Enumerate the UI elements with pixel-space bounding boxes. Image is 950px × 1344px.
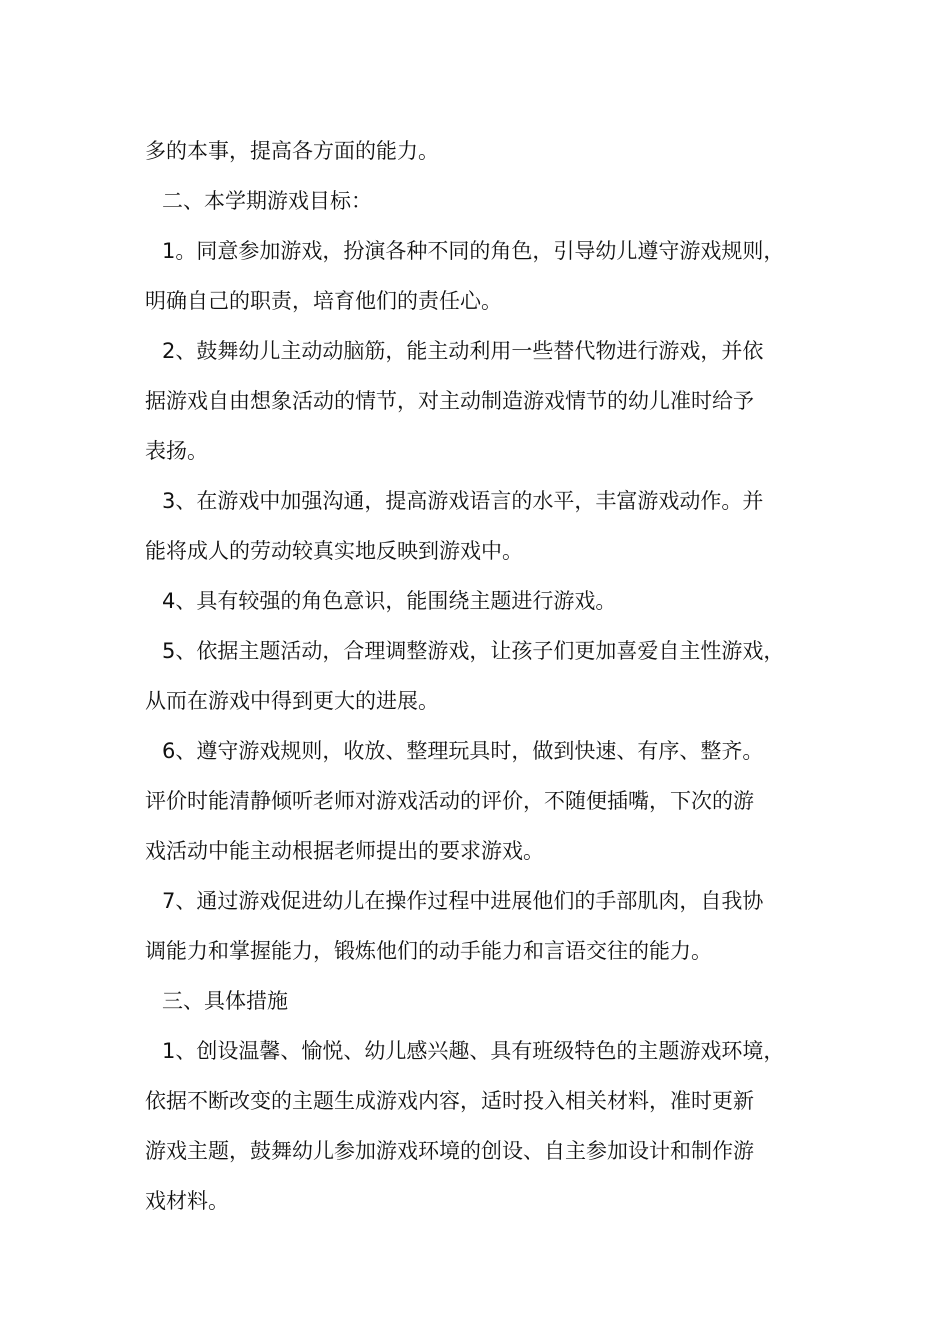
paragraph-line: 1、创设温馨、愉悦、幼儿感兴趣、具有班级特色的主题游戏环境， <box>162 1039 785 1063</box>
paragraph-line: 多的本事，提高各方面的能力。 <box>145 139 439 163</box>
paragraph-line: 表扬。 <box>145 439 208 463</box>
paragraph-line: 戏材料。 <box>145 1189 229 1213</box>
paragraph-line: 明确自己的职责，培育他们的责任心。 <box>145 289 502 313</box>
paragraph-line: 评价时能清静倾听老师对游戏活动的评价，不随便插嘴，下次的游 <box>145 789 754 813</box>
paragraph-line: 据游戏自由想象活动的情节，对主动制造游戏情节的幼儿准时给予 <box>145 389 754 413</box>
section-heading: 二、本学期游戏目标： <box>162 189 372 213</box>
paragraph-line: 依据不断改变的主题生成游戏内容，适时投入相关材料，准时更新 <box>145 1089 754 1113</box>
paragraph-line: 7、通过游戏促进幼儿在操作过程中进展他们的手部肌肉，自我协 <box>162 889 764 913</box>
paragraph-line: 2、鼓舞幼儿主动动脑筋，能主动利用一些替代物进行游戏，并依 <box>162 339 764 363</box>
paragraph-line: 5、依据主题活动，合理调整游戏，让孩子们更加喜爱自主性游戏， <box>162 639 785 663</box>
paragraph-line: 戏活动中能主动根据老师提出的要求游戏。 <box>145 839 544 863</box>
paragraph-line: 调能力和掌握能力，锻炼他们的动手能力和言语交往的能力。 <box>145 939 712 963</box>
section-heading: 三、具体措施 <box>162 989 288 1013</box>
paragraph-line: 能将成人的劳动较真实地反映到游戏中。 <box>145 539 523 563</box>
paragraph-line: 3、在游戏中加强沟通，提高游戏语言的水平，丰富游戏动作。并 <box>162 489 764 513</box>
paragraph-line: 1。同意参加游戏，扮演各种不同的角色，引导幼儿遵守游戏规则， <box>162 239 785 263</box>
paragraph-line: 游戏主题，鼓舞幼儿参加游戏环境的创设、自主参加设计和制作游 <box>145 1139 754 1163</box>
paragraph-line: 从而在游戏中得到更大的进展。 <box>145 689 439 713</box>
paragraph-line: 6、遵守游戏规则，收放、整理玩具时，做到快速、有序、整齐。 <box>162 739 764 763</box>
paragraph-line: 4、具有较强的角色意识，能围绕主题进行游戏。 <box>162 589 617 613</box>
